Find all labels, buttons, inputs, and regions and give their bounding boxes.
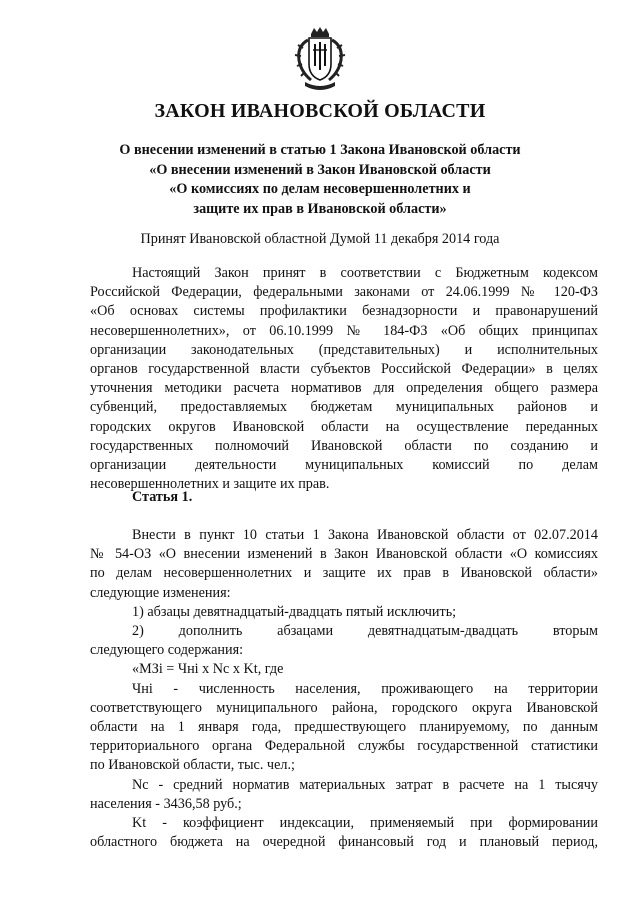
law-subtitle xyxy=(60,141,580,219)
subtitle-line: «О комиссиях по делам несовершеннолетних и xyxy=(169,181,471,197)
text-line: Внести в пункт 10 статьи 1 Закона Ивановской области от 02.07.2014 xyxy=(132,527,598,543)
text-line: Kt - коэффициент индексации, применяемый при формировании xyxy=(132,815,598,832)
article-paragraph xyxy=(90,526,598,852)
text-line: 2) дополнить абзацами девятнадцатым-двадцать вторым xyxy=(132,623,598,640)
subtitle-line: О внесении изменений в статью 1 Закона Ивановской области xyxy=(119,142,521,158)
text-line: Чнi - численность населения, проживающего на территории xyxy=(132,680,598,697)
text-line: несовершеннолетних и защите их прав. xyxy=(90,476,330,493)
adoption-note: Принят Ивановской областной Думой 11 декабря 2014 года xyxy=(140,231,500,247)
subtitle-line: «О внесении изменений в Закон Ивановской области xyxy=(149,161,491,178)
text-line: «МЗi = Чнi x Nc x Kt, где xyxy=(132,661,284,678)
page-title: ЗАКОН ИВАНОВСКОЙ ОБЛАСТИ xyxy=(154,100,486,122)
text-line: области на 1 января года, предшествующего планируемому, по данным xyxy=(90,719,598,736)
text-line: по делам несовершеннолетних и защите их прав в Ивановской области» xyxy=(90,565,598,582)
text-line: Настоящий Закон принят в соответствии с Бюджетным кодексом xyxy=(132,265,598,281)
text-line: 1) абзацы девятнадцатый-двадцать пятый исключить; xyxy=(132,603,457,620)
coat-of-arms-icon xyxy=(291,26,349,92)
text-line: Российской Федерации, федеральными законами от 24.06.1999 № 120-ФЗ xyxy=(90,284,598,301)
text-line: Nc - средний норматив материальных затрат в расчете на 1 тысячу xyxy=(132,776,598,793)
subtitle-line: защите их прав в Ивановской области» xyxy=(193,200,447,217)
text-line: «Об основах системы профилактики безнадзорности и правонарушений xyxy=(90,303,598,320)
text-line: по Ивановской области, тыс. чел.; xyxy=(90,757,295,774)
text-line: соответствующего муниципального района, городского округа Ивановской xyxy=(90,699,598,716)
preamble-paragraph xyxy=(90,264,598,494)
text-line: уточнения методики расчета нормативов для определения общего размера xyxy=(90,380,598,397)
text-line: органов государственной власти субъектов Российской Федерации» в целях xyxy=(90,361,598,378)
article-heading: Статья 1. xyxy=(132,489,193,505)
text-line: городских округов Ивановской области на осуществление переданных xyxy=(90,418,598,435)
text-line: государственных полномочий Ивановской области по созданию и xyxy=(90,437,598,454)
text-line: территориального органа Федеральной службы государственной статистики xyxy=(90,738,598,755)
text-line: областного бюджета на очередной финансовый год и плановый период, xyxy=(90,834,598,851)
text-line: организации законодательных (представительных) и исполнительных xyxy=(90,341,598,358)
text-line: организации деятельности муниципальных комиссий по делам xyxy=(90,457,598,474)
text-line: населения - 3436,58 руб.; xyxy=(90,795,242,812)
text-line: субвенций, предоставляемых бюджетам муниципальных районов и xyxy=(90,399,598,416)
text-line: следующего содержания: xyxy=(90,642,244,659)
text-line: № 54-ОЗ «О внесении изменений в Закон Ивановской области «О комиссиях xyxy=(90,546,598,563)
text-line: несовершеннолетних», от 06.10.1999 № 184-ФЗ «Об общих принципах xyxy=(90,322,598,339)
text-line: следующие изменения: xyxy=(90,584,231,601)
